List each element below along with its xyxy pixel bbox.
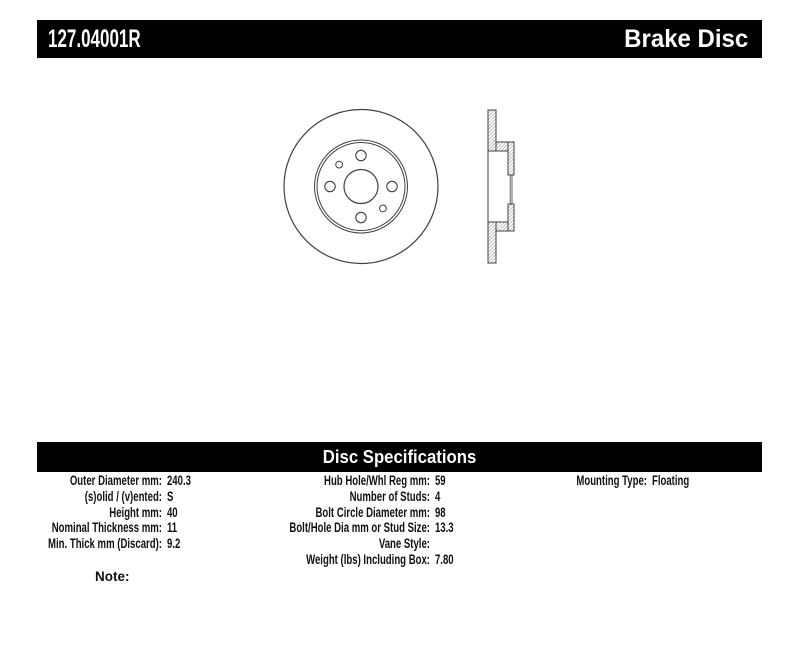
locating-hole-upper-left xyxy=(336,161,343,168)
brake-disc-cross-section xyxy=(488,110,514,263)
section-title: Disc Specifications xyxy=(322,446,477,467)
spec-value: 40 xyxy=(166,504,178,520)
hub-center-hole xyxy=(344,170,378,204)
spec-label: Hub Hole/Whl Reg mm: xyxy=(324,473,430,488)
spec-label: Vane Style: xyxy=(378,536,430,552)
spec-label: Bolt/Hole Dia mm or Stud Size: xyxy=(289,520,430,536)
section-ring-top xyxy=(488,110,496,151)
hub-hat-outer-circle xyxy=(315,140,408,233)
spec-label: Nominal Thickness mm: xyxy=(51,520,162,536)
spec-value: Floating xyxy=(651,473,690,488)
spec-label: Weight (lbs) Including Box: xyxy=(306,551,430,567)
spec-value: 9.2 xyxy=(166,536,181,552)
spec-label: Min. Thick mm (Discard): xyxy=(48,536,163,552)
spec-value: 98 xyxy=(434,504,446,520)
section-hat-arm-top xyxy=(496,142,508,151)
spec-label: Height mm: xyxy=(109,504,162,520)
spec-value: S xyxy=(166,488,174,504)
spec-value: 240.3 xyxy=(166,473,191,488)
spec-label: Mounting Type: xyxy=(576,473,647,488)
bolt-hole-top xyxy=(356,150,366,160)
spec-row-bolt-hole-dia xyxy=(125,520,454,536)
spec-column-right xyxy=(188,473,690,489)
brake-disc-front-view xyxy=(284,110,438,264)
spec-label: Outer Diameter mm: xyxy=(69,473,162,488)
section-hat-arm-bottom xyxy=(496,222,508,231)
spec-value: 13.3 xyxy=(434,520,454,536)
locating-hole-lower-right xyxy=(380,205,387,212)
note-label: Note: xyxy=(95,569,130,584)
hub-hat-inner-circle xyxy=(317,143,405,231)
spec-row-vane-style xyxy=(125,536,454,552)
section-hub-hole-gap xyxy=(508,175,514,204)
spec-row-mounting-type xyxy=(188,473,690,489)
spec-row-weight xyxy=(125,552,454,568)
disc-outer-edge xyxy=(284,110,438,264)
spec-row-number-of-studs xyxy=(125,489,454,505)
spec-value: 59 xyxy=(434,473,446,488)
bolt-hole-right xyxy=(387,181,397,191)
spec-value: 4 xyxy=(434,488,441,504)
spec-label: (s)olid / (v)ented: xyxy=(84,488,162,504)
bolt-hole-left xyxy=(325,181,335,191)
part-number: 127.04001R xyxy=(48,24,141,53)
section-title-bar xyxy=(37,442,762,472)
bolt-hole-bottom xyxy=(356,212,366,222)
spec-value: 11 xyxy=(166,520,178,536)
spec-row-bolt-circle-diameter xyxy=(125,505,454,521)
technical-drawing xyxy=(0,0,800,300)
spec-label: Bolt Circle Diameter mm: xyxy=(315,504,430,520)
product-type-title: Brake Disc xyxy=(623,24,748,53)
section-ring-bottom xyxy=(488,222,496,263)
spec-value: 7.80 xyxy=(434,551,454,567)
section-hat-face-upper xyxy=(508,142,514,175)
section-hat-face-lower xyxy=(508,204,514,231)
spec-label: Number of Studs: xyxy=(349,488,430,504)
